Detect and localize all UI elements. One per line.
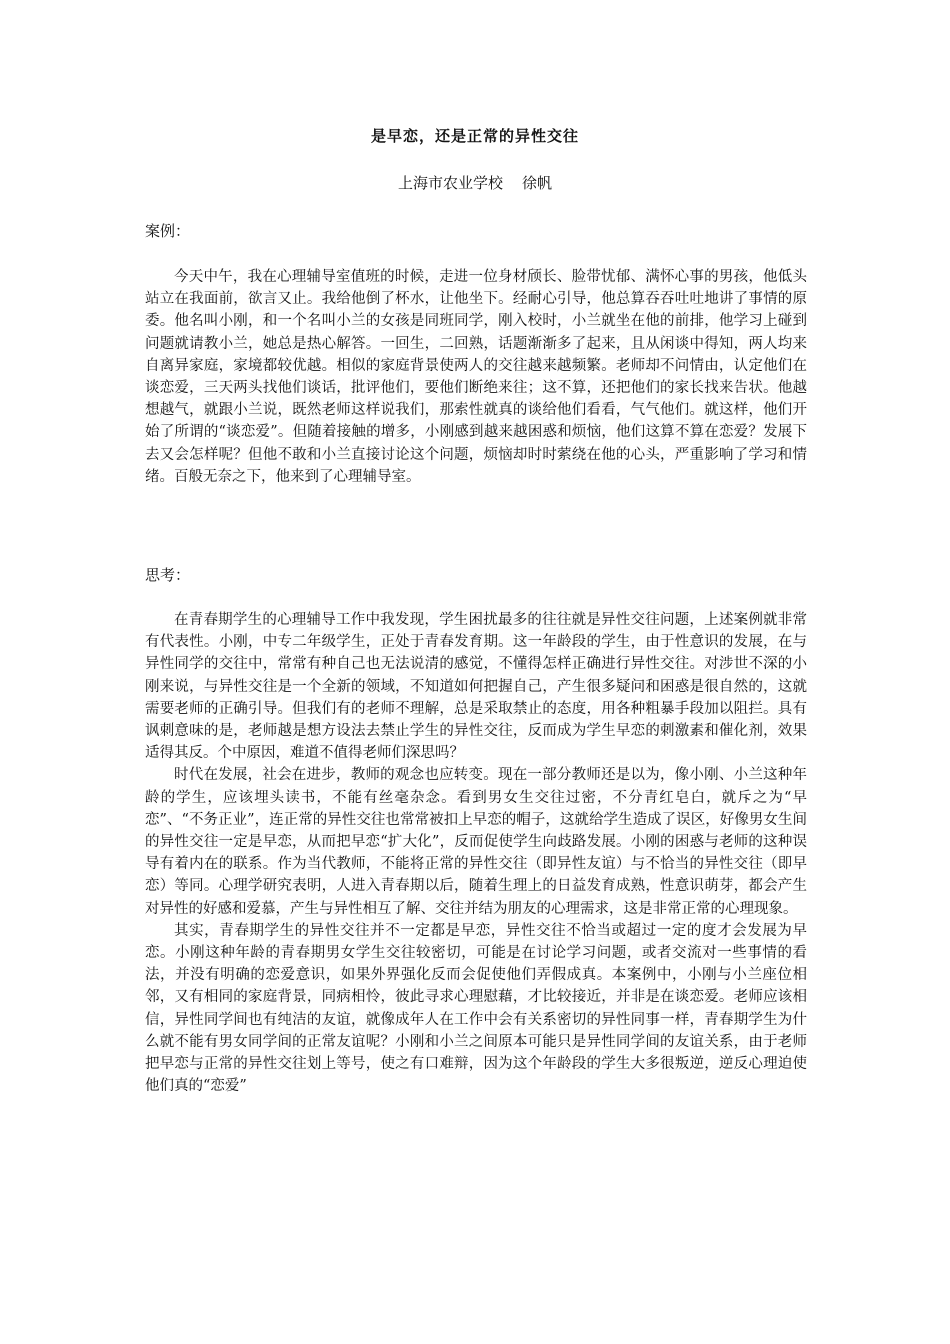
think-paragraph-2: 时代在发展，社会在进步，教师的观念也应转变。现在一部分教师还是以为，像小刚、小兰这种年龄的学生，应该埋头读书，不能有丝毫杂念。看到男女生交往过密，不分青红皂白，就斥之为“早恋”、“不务正业”，连正常的异性交往也常常被扣上早恋的帽子，这就给学生造成了误区，好像男女生间的异性交往一定是早恋，从而把早恋“扩大化”，反而促使学生向歧路发展。小刚的困惑与老师的这种误导有着内在的联系。作为当代教师，不能将正常的异性交往（即异性友谊）与不恰当的异性交往（即早恋）等同。心理学研究表明，人进入青春期以后，随着生理上的日益发育成熟，性意识萌芽，都会产生对异性的好感和爱慕，产生与异性相互了解、交往并结为朋友的心理需求，这是非常正常的心理现象。 (145, 767, 807, 917)
author-line: 上海市农业学校 徐帆 (397, 174, 553, 192)
think-paragraph-1: 在青春期学生的心理辅导工作中我发现，学生困扰最多的往往就是异性交往问题，上述案例就非常有代表性。小刚，中专二年级学生，正处于青春发育期。这一年龄段的学生，由于性意识的发展，在与异性同学的交往中，常常有种自己也无法说清的感觉，不懂得怎样正确进行异性交往。对涉世不深的小刚来说，与异性交往是一个全新的领域，不知道如何把握自己，产生很多疑问和困惑是很自然的，这就需要老师的正确引导。但我们有的老师不理解，总是采取禁止的态度，用各种粗暴手段加以阻拦。具有讽刺意味的是，老师越是想方设法去禁止学生的异性交往，反而成为学生早恋的刺激素和催化剂，效果适得其反。个中原因，难道不值得老师们深思吗？ (145, 612, 807, 762)
think-paragraph-3: 其实，青春期学生的异性交往并不一定都是早恋，异性交往不恰当或超过一定的度才会发展为早恋。小刚这种年龄的青春期男女学生交往较密切，可能是在讨论学习问题，或者交流对一些事情的看法，并没有明确的恋爱意识，如果外界强化反而会促使他们弄假成真。本案例中，小刚与小兰座位相邻，又有相同的家庭背景，同病相怜，彼此寻求心理慰藉，才比较接近，并非是在谈恋爱。老师应该相信，异性同学间也有纯洁的友谊，就像成年人在工作中会有关系密切的异性同事一样，青春期学生为什么就不能有男女同学间的正常友谊呢？小刚和小兰之间原本可能只是异性同学间的友谊关系，由于老师把早恋与正常的异性交往划上等号，使之有口难辩，因为这个年龄段的学生大多很叛逆，逆反心理迫使他们真的“恋爱” (145, 922, 807, 1095)
think-section (145, 609, 807, 1097)
case-section-label: 案例： (145, 222, 191, 240)
case-section (145, 266, 807, 488)
document-title: 是早恋，还是正常的异性交往 (370, 127, 579, 145)
think-section-label: 思考： (145, 566, 191, 584)
case-paragraph: 今天中午，我在心理辅导室值班的时候，走进一位身材颀长、脸带忧郁、满怀心事的男孩，他低头站立在我面前，欲言又止。我给他倒了杯水，让他坐下。经耐心引导，他总算吞吞吐吐地讲了事情的原委。他名叫小刚，和一个名叫小兰的女孩是同班同学，刚入校时，小兰就坐在他的前排，他学习上碰到问题就请教小兰，她总是热心解答。一回生，二回熟，话题渐渐多了起来，且从闲谈中得知，两人均来自离异家庭，家境都较优越。相似的家庭背景使两人的交往越来越频繁。老师却不问情由，认定他们在谈恋爱，三天两头找他们谈话，批评他们，要他们断绝来往；这不算，还把他们的家长找来告状。他越想越气，就跟小兰说，既然老师这样说我们，那索性就真的谈给他们看看，气气他们。就这样，他们开始了所谓的“谈恋爱”。但随着接触的增多，小刚感到越来越困惑和烦恼，他们这算不算在恋爱？发展下去又会怎样呢？但他不敢和小兰直接讨论这个问题，烦恼却时时萦绕在他的心头，严重影响了学习和情绪。百般无奈之下，他来到了心理辅导室。 (145, 269, 807, 485)
